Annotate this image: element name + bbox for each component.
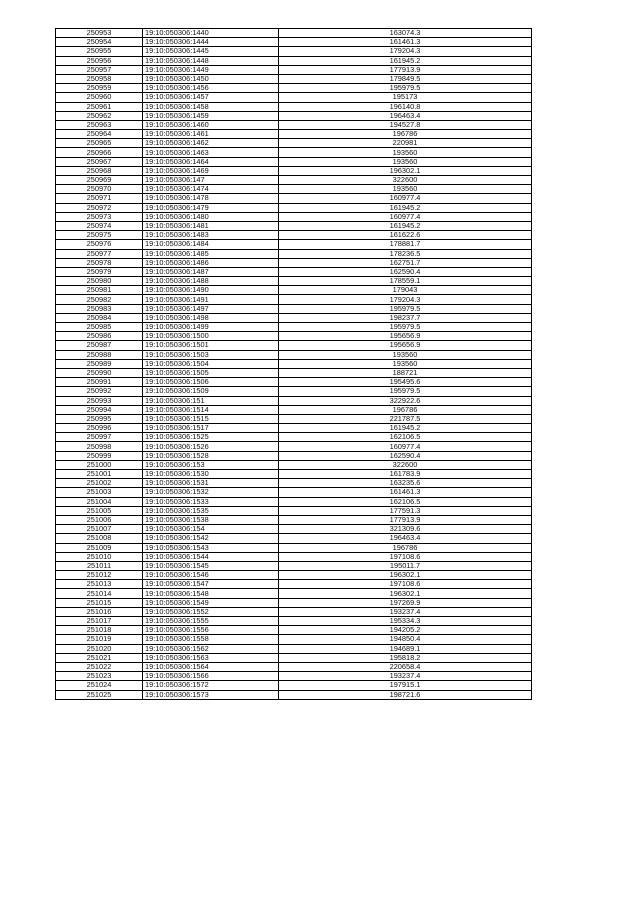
cadastral-number-cell: 19:10:050306:1515 (143, 414, 279, 423)
row-id-cell: 251024 (56, 681, 143, 690)
value-cell: 177913.9 (279, 515, 532, 524)
cadastral-number-cell: 19:10:050306:1486 (143, 258, 279, 267)
cadastral-number-cell: 19:10:050306:1505 (143, 368, 279, 377)
row-id-cell: 251010 (56, 552, 143, 561)
table-row (56, 488, 532, 497)
cadastral-number-cell: 19:10:050306:1564 (143, 662, 279, 671)
cadastral-number-cell: 19:10:050306:1479 (143, 203, 279, 212)
value-cell: 178236.5 (279, 249, 532, 258)
row-id-cell: 250976 (56, 240, 143, 249)
table-row (56, 433, 532, 442)
table-row (56, 277, 532, 286)
table-row (56, 479, 532, 488)
value-cell: 195656.9 (279, 332, 532, 341)
row-id-cell: 250974 (56, 221, 143, 230)
value-cell: 198721.6 (279, 690, 532, 699)
row-id-cell: 250994 (56, 405, 143, 414)
value-cell: 196463.4 (279, 534, 532, 543)
value-cell: 161461.3 (279, 488, 532, 497)
cadastral-number-cell: 19:10:050306:1478 (143, 194, 279, 203)
row-id-cell: 250996 (56, 424, 143, 433)
cadastral-number-cell: 19:10:050306:147 (143, 176, 279, 185)
value-cell: 196302.1 (279, 589, 532, 598)
table-row (56, 607, 532, 616)
cadastral-number-cell: 19:10:050306:1544 (143, 552, 279, 561)
table-row (56, 534, 532, 543)
table-row (56, 240, 532, 249)
value-cell: 193560 (279, 148, 532, 157)
row-id-cell: 250966 (56, 148, 143, 157)
row-id-cell: 251025 (56, 690, 143, 699)
cadastral-number-cell: 19:10:050306:1573 (143, 690, 279, 699)
row-id-cell: 250979 (56, 267, 143, 276)
row-id-cell: 250991 (56, 378, 143, 387)
cadastral-number-cell: 19:10:050306:1562 (143, 644, 279, 653)
value-cell: 322600 (279, 176, 532, 185)
table-row (56, 543, 532, 552)
value-cell: 195656.9 (279, 341, 532, 350)
row-id-cell: 250956 (56, 56, 143, 65)
row-id-cell: 250959 (56, 84, 143, 93)
cadastral-number-cell: 19:10:050306:1543 (143, 543, 279, 552)
table-row (56, 617, 532, 626)
value-cell: 194527.8 (279, 120, 532, 129)
cadastral-number-cell: 19:10:050306:1497 (143, 304, 279, 313)
table-body (56, 29, 532, 700)
value-cell: 162751.7 (279, 258, 532, 267)
value-cell: 193237.4 (279, 607, 532, 616)
row-id-cell: 250981 (56, 286, 143, 295)
row-id-cell: 250960 (56, 93, 143, 102)
cadastral-number-cell: 19:10:050306:1485 (143, 249, 279, 258)
table-row (56, 323, 532, 332)
row-id-cell: 250973 (56, 212, 143, 221)
table-row (56, 332, 532, 341)
table-row (56, 525, 532, 534)
cadastral-number-cell: 19:10:050306:1506 (143, 378, 279, 387)
cadastral-number-cell: 19:10:050306:1462 (143, 139, 279, 148)
cadastral-number-cell: 19:10:050306:1480 (143, 212, 279, 221)
row-id-cell: 250977 (56, 249, 143, 258)
cadastral-number-cell: 19:10:050306:1450 (143, 74, 279, 83)
value-cell: 179204.3 (279, 295, 532, 304)
value-cell: 162106.5 (279, 433, 532, 442)
row-id-cell: 250975 (56, 231, 143, 240)
row-id-cell: 250962 (56, 111, 143, 120)
row-id-cell: 251009 (56, 543, 143, 552)
row-id-cell: 250958 (56, 74, 143, 83)
row-id-cell: 250990 (56, 368, 143, 377)
row-id-cell: 251006 (56, 515, 143, 524)
value-cell: 195979.5 (279, 84, 532, 93)
cadastral-number-cell: 19:10:050306:1514 (143, 405, 279, 414)
row-id-cell: 251008 (56, 534, 143, 543)
row-id-cell: 251023 (56, 672, 143, 681)
value-cell: 161945.2 (279, 56, 532, 65)
cadastral-number-cell: 19:10:050306:1501 (143, 341, 279, 350)
row-id-cell: 250992 (56, 387, 143, 396)
value-cell: 197269.9 (279, 598, 532, 607)
table-row (56, 74, 532, 83)
value-cell: 195334.3 (279, 617, 532, 626)
row-id-cell: 251016 (56, 607, 143, 616)
table-row (56, 580, 532, 589)
row-id-cell: 251021 (56, 653, 143, 662)
cadastral-number-cell: 19:10:050306:1556 (143, 626, 279, 635)
value-cell: 196786 (279, 543, 532, 552)
value-cell: 196140.8 (279, 102, 532, 111)
value-cell: 178881.7 (279, 240, 532, 249)
cadastral-number-cell: 19:10:050306:1459 (143, 111, 279, 120)
cadastral-number-cell: 19:10:050306:1458 (143, 102, 279, 111)
value-cell: 194689.1 (279, 644, 532, 653)
cadastral-number-cell: 19:10:050306:1549 (143, 598, 279, 607)
table-row (56, 267, 532, 276)
value-cell: 195495.6 (279, 378, 532, 387)
cadastral-number-cell: 19:10:050306:1563 (143, 653, 279, 662)
value-cell: 177913.9 (279, 65, 532, 74)
value-cell: 161945.2 (279, 221, 532, 230)
table-row (56, 681, 532, 690)
row-id-cell: 250965 (56, 139, 143, 148)
table-row (56, 231, 532, 240)
row-id-cell: 250999 (56, 451, 143, 460)
cadastral-number-cell: 19:10:050306:1533 (143, 497, 279, 506)
cadastral-number-cell: 19:10:050306:1525 (143, 433, 279, 442)
row-id-cell: 250984 (56, 313, 143, 322)
table-row (56, 552, 532, 561)
value-cell: 194205.2 (279, 626, 532, 635)
table-row (56, 359, 532, 368)
table-row (56, 451, 532, 460)
row-id-cell: 251022 (56, 662, 143, 671)
value-cell: 162590.4 (279, 267, 532, 276)
cadastral-number-cell: 19:10:050306:1547 (143, 580, 279, 589)
row-id-cell: 250995 (56, 414, 143, 423)
value-cell: 193560 (279, 157, 532, 166)
row-id-cell: 250970 (56, 185, 143, 194)
value-cell: 177591.3 (279, 506, 532, 515)
value-cell: 161461.3 (279, 38, 532, 47)
cadastral-number-cell: 19:10:050306:1457 (143, 93, 279, 102)
value-cell: 221787.5 (279, 414, 532, 423)
cadastral-number-cell: 19:10:050306:1487 (143, 267, 279, 276)
cadastral-number-cell: 19:10:050306:1456 (143, 84, 279, 93)
row-id-cell: 250969 (56, 176, 143, 185)
value-cell: 193560 (279, 359, 532, 368)
value-cell: 197915.1 (279, 681, 532, 690)
cadastral-number-cell: 19:10:050306:1491 (143, 295, 279, 304)
row-id-cell: 251017 (56, 617, 143, 626)
table-row (56, 387, 532, 396)
cadastral-number-cell: 19:10:050306:1528 (143, 451, 279, 460)
row-id-cell: 251020 (56, 644, 143, 653)
cadastral-number-cell: 19:10:050306:1538 (143, 515, 279, 524)
value-cell: 179043 (279, 286, 532, 295)
table-row (56, 38, 532, 47)
row-id-cell: 250955 (56, 47, 143, 56)
value-cell: 160977.4 (279, 212, 532, 221)
table-row (56, 29, 532, 38)
table-row (56, 460, 532, 469)
value-cell: 195173 (279, 93, 532, 102)
value-cell: 220981 (279, 139, 532, 148)
row-id-cell: 251004 (56, 497, 143, 506)
cadastral-number-cell: 19:10:050306:1517 (143, 424, 279, 433)
row-id-cell: 251015 (56, 598, 143, 607)
table-row (56, 497, 532, 506)
row-id-cell: 250963 (56, 120, 143, 129)
cadastral-number-cell: 19:10:050306:1464 (143, 157, 279, 166)
value-cell: 161945.2 (279, 424, 532, 433)
value-cell: 162590.4 (279, 451, 532, 460)
value-cell: 161622.6 (279, 231, 532, 240)
value-cell: 322600 (279, 460, 532, 469)
cadastral-number-cell: 19:10:050306:1555 (143, 617, 279, 626)
row-id-cell: 251014 (56, 589, 143, 598)
row-id-cell: 250980 (56, 277, 143, 286)
row-id-cell: 251000 (56, 460, 143, 469)
table-row (56, 424, 532, 433)
row-id-cell: 250983 (56, 304, 143, 313)
table-row (56, 185, 532, 194)
cadastral-number-cell: 19:10:050306:1481 (143, 221, 279, 230)
table-row (56, 414, 532, 423)
table-row (56, 350, 532, 359)
row-id-cell: 251019 (56, 635, 143, 644)
row-id-cell: 250986 (56, 332, 143, 341)
row-id-cell: 250961 (56, 102, 143, 111)
table-row (56, 203, 532, 212)
cadastral-number-cell: 19:10:050306:1572 (143, 681, 279, 690)
value-cell: 188721 (279, 368, 532, 377)
cadastral-number-cell: 19:10:050306:1484 (143, 240, 279, 249)
value-cell: 321309.6 (279, 525, 532, 534)
cadastral-number-cell: 19:10:050306:1445 (143, 47, 279, 56)
cadastral-number-cell: 19:10:050306:1531 (143, 479, 279, 488)
cadastral-number-cell: 19:10:050306:1463 (143, 148, 279, 157)
cadastral-number-cell: 19:10:050306:1535 (143, 506, 279, 515)
value-cell: 160977.4 (279, 442, 532, 451)
value-cell: 196302.1 (279, 166, 532, 175)
value-cell: 161945.2 (279, 203, 532, 212)
row-id-cell: 250967 (56, 157, 143, 166)
table-row (56, 396, 532, 405)
table-row (56, 212, 532, 221)
cadastral-number-cell: 19:10:050306:1474 (143, 185, 279, 194)
value-cell: 195979.5 (279, 387, 532, 396)
value-cell: 161783.9 (279, 470, 532, 479)
table-row (56, 470, 532, 479)
table-row (56, 93, 532, 102)
cadastral-number-cell: 19:10:050306:1526 (143, 442, 279, 451)
row-id-cell: 250985 (56, 323, 143, 332)
value-cell: 196786 (279, 130, 532, 139)
table-row (56, 561, 532, 570)
table-row (56, 405, 532, 414)
table-row (56, 644, 532, 653)
row-id-cell: 250997 (56, 433, 143, 442)
cadastral-number-cell: 19:10:050306:1499 (143, 323, 279, 332)
row-id-cell: 251001 (56, 470, 143, 479)
value-cell: 197108.6 (279, 552, 532, 561)
table-row (56, 102, 532, 111)
value-cell: 179204.3 (279, 47, 532, 56)
table-row (56, 139, 532, 148)
value-cell: 195011.7 (279, 561, 532, 570)
table-row (56, 341, 532, 350)
value-cell: 196786 (279, 405, 532, 414)
value-cell: 193237.4 (279, 672, 532, 681)
row-id-cell: 250978 (56, 258, 143, 267)
value-cell: 193560 (279, 185, 532, 194)
row-id-cell: 251012 (56, 571, 143, 580)
cadastral-number-cell: 19:10:050306:1469 (143, 166, 279, 175)
cadastral-number-cell: 19:10:050306:1566 (143, 672, 279, 681)
row-id-cell: 250953 (56, 29, 143, 38)
cadastral-number-cell: 19:10:050306:1498 (143, 313, 279, 322)
value-cell: 195979.5 (279, 304, 532, 313)
value-cell: 194850.4 (279, 635, 532, 644)
row-id-cell: 251002 (56, 479, 143, 488)
cadastral-number-cell: 19:10:050306:1449 (143, 65, 279, 74)
table-row (56, 515, 532, 524)
cadastral-number-cell: 19:10:050306:1552 (143, 607, 279, 616)
cadastral-number-cell: 19:10:050306:1530 (143, 470, 279, 479)
value-cell: 196302.1 (279, 571, 532, 580)
value-cell: 163074.3 (279, 29, 532, 38)
row-id-cell: 250987 (56, 341, 143, 350)
value-cell: 160977.4 (279, 194, 532, 203)
table-row (56, 672, 532, 681)
table-row (56, 626, 532, 635)
table-row (56, 662, 532, 671)
cadastral-number-cell: 19:10:050306:1558 (143, 635, 279, 644)
table-row (56, 653, 532, 662)
cadastral-number-cell: 19:10:050306:1488 (143, 277, 279, 286)
value-cell: 197108.6 (279, 580, 532, 589)
table-row (56, 295, 532, 304)
cadastral-number-cell: 19:10:050306:1548 (143, 589, 279, 598)
cadastral-number-cell: 19:10:050306:1490 (143, 286, 279, 295)
table-row (56, 571, 532, 580)
cadastral-number-cell: 19:10:050306:1444 (143, 38, 279, 47)
table-row (56, 589, 532, 598)
value-cell: 162106.5 (279, 497, 532, 506)
value-cell: 198237.7 (279, 313, 532, 322)
table-row (56, 120, 532, 129)
cadastral-number-cell: 19:10:050306:1461 (143, 130, 279, 139)
row-id-cell: 250982 (56, 295, 143, 304)
value-cell: 220658.4 (279, 662, 532, 671)
table-row (56, 166, 532, 175)
row-id-cell: 251013 (56, 580, 143, 589)
row-id-cell: 250989 (56, 359, 143, 368)
row-id-cell: 250972 (56, 203, 143, 212)
table-row (56, 690, 532, 699)
table-row (56, 635, 532, 644)
table-row (56, 249, 532, 258)
table-row (56, 442, 532, 451)
row-id-cell: 250993 (56, 396, 143, 405)
row-id-cell: 251011 (56, 561, 143, 570)
row-id-cell: 250954 (56, 38, 143, 47)
row-id-cell: 250998 (56, 442, 143, 451)
cadastral-number-cell: 19:10:050306:1532 (143, 488, 279, 497)
row-id-cell: 251005 (56, 506, 143, 515)
table-row (56, 368, 532, 377)
row-id-cell: 250957 (56, 65, 143, 74)
cadastral-number-cell: 19:10:050306:1500 (143, 332, 279, 341)
cadastral-number-cell: 19:10:050306:1460 (143, 120, 279, 129)
table-row (56, 111, 532, 120)
cadastral-number-cell: 19:10:050306:154 (143, 525, 279, 534)
row-id-cell: 251007 (56, 525, 143, 534)
row-id-cell: 250968 (56, 166, 143, 175)
cadastral-number-cell: 19:10:050306:1504 (143, 359, 279, 368)
value-cell: 163235.6 (279, 479, 532, 488)
table-row (56, 47, 532, 56)
table-row (56, 194, 532, 203)
table-row (56, 258, 532, 267)
table-row (56, 598, 532, 607)
cadastral-number-cell: 19:10:050306:1542 (143, 534, 279, 543)
cadastral-number-cell: 19:10:050306:1546 (143, 571, 279, 580)
cadastral-number-cell: 19:10:050306:1440 (143, 29, 279, 38)
table-row (56, 157, 532, 166)
table-row (56, 56, 532, 65)
value-cell: 193560 (279, 350, 532, 359)
value-cell: 195979.5 (279, 323, 532, 332)
value-cell: 195818.2 (279, 653, 532, 662)
table-row (56, 65, 532, 74)
cadastral-number-cell: 19:10:050306:153 (143, 460, 279, 469)
table-row (56, 130, 532, 139)
cadastral-number-cell: 19:10:050306:1448 (143, 56, 279, 65)
row-id-cell: 251018 (56, 626, 143, 635)
table-row (56, 313, 532, 322)
table-row (56, 378, 532, 387)
value-cell: 196463.4 (279, 111, 532, 120)
table-row (56, 221, 532, 230)
row-id-cell: 250971 (56, 194, 143, 203)
cadastral-number-cell: 19:10:050306:151 (143, 396, 279, 405)
cadastral-number-cell: 19:10:050306:1503 (143, 350, 279, 359)
data-table (55, 28, 532, 700)
table-row (56, 304, 532, 313)
table-row (56, 176, 532, 185)
value-cell: 178559.1 (279, 277, 532, 286)
row-id-cell: 251003 (56, 488, 143, 497)
table-row (56, 286, 532, 295)
value-cell: 179849.5 (279, 74, 532, 83)
table-row (56, 506, 532, 515)
table-row (56, 84, 532, 93)
cadastral-number-cell: 19:10:050306:1545 (143, 561, 279, 570)
table-row (56, 148, 532, 157)
row-id-cell: 250964 (56, 130, 143, 139)
cadastral-number-cell: 19:10:050306:1483 (143, 231, 279, 240)
cadastral-number-cell: 19:10:050306:1509 (143, 387, 279, 396)
value-cell: 322922.6 (279, 396, 532, 405)
row-id-cell: 250988 (56, 350, 143, 359)
